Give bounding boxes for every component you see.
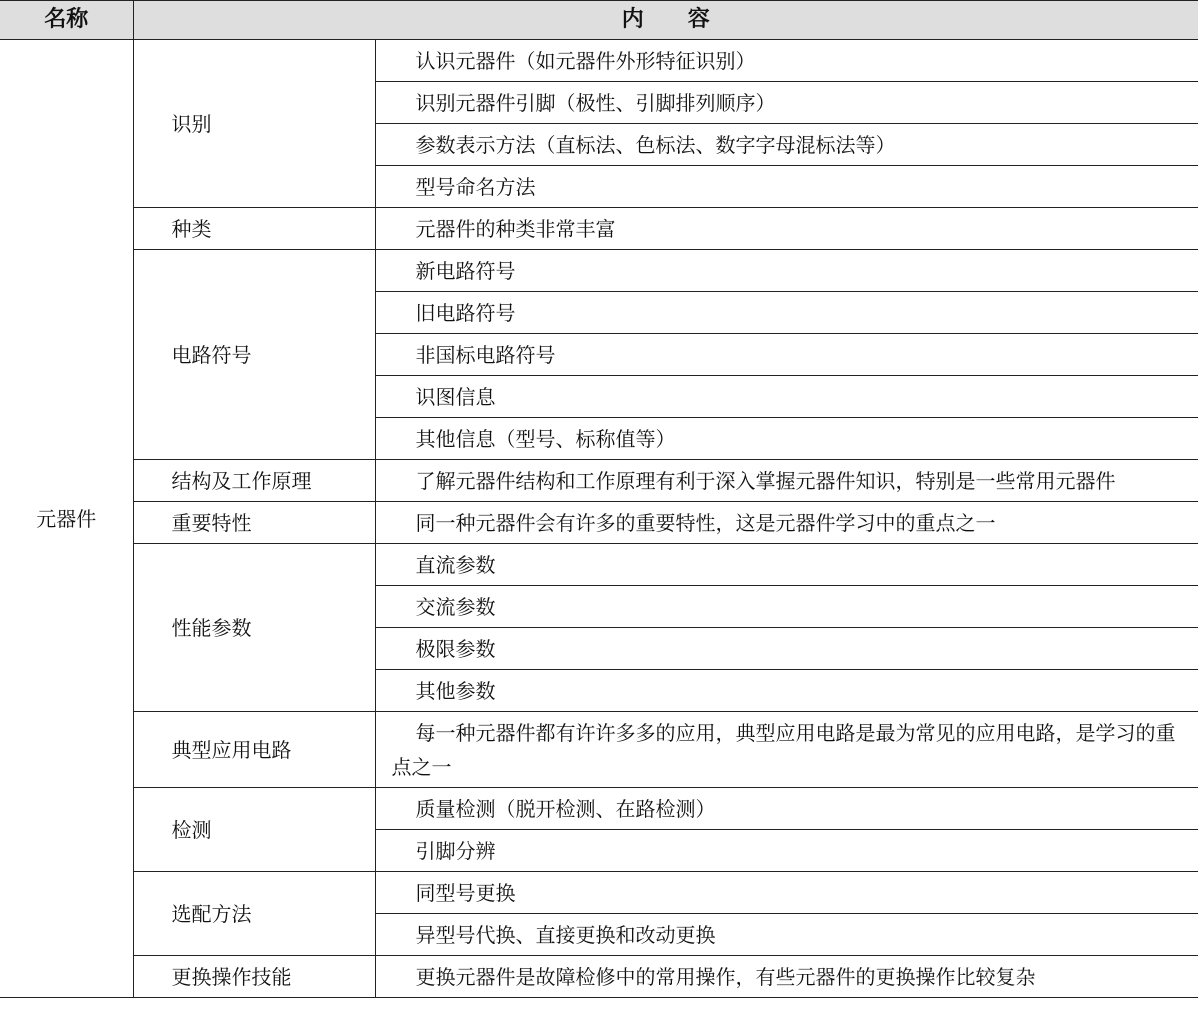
content-cell: 质量检测（脱开检测、在路检测）: [375, 788, 1198, 830]
content-cell: 同一种元器件会有许多的重要特性，这是元器件学习中的重点之一: [375, 502, 1198, 544]
table-row: [0, 544, 1198, 586]
category-cell: 结构及工作原理: [133, 460, 375, 502]
content-cell: 识别元器件引脚（极性、引脚排列顺序）: [375, 82, 1198, 124]
content-cell: 非国标电路符号: [375, 334, 1198, 376]
table-row: [0, 956, 1198, 998]
category-cell: 电路符号: [133, 250, 375, 460]
category-cell: 重要特性: [133, 502, 375, 544]
group-name: 元器件: [0, 40, 133, 998]
content-cell: 旧电路符号: [375, 292, 1198, 334]
content-cell: 其他参数: [375, 670, 1198, 712]
category-cell: 识别: [133, 40, 375, 208]
content-cell: 交流参数: [375, 586, 1198, 628]
content-cell: 参数表示方法（直标法、色标法、数字字母混标法等）: [375, 124, 1198, 166]
table-row: [0, 502, 1198, 544]
table-row: [0, 788, 1198, 830]
table-row: [0, 40, 1198, 82]
table-row: [0, 460, 1198, 502]
category-cell: 性能参数: [133, 544, 375, 712]
content-cell: 引脚分辨: [375, 830, 1198, 872]
content-cell: 异型号代换、直接更换和改动更换: [375, 914, 1198, 956]
table-row: [0, 872, 1198, 914]
table-row: [0, 250, 1198, 292]
content-cell: 元器件的种类非常丰富: [375, 208, 1198, 250]
content-cell: 认识元器件（如元器件外形特征识别）: [375, 40, 1198, 82]
content-cell: 新电路符号: [375, 250, 1198, 292]
content-cell: 更换元器件是故障检修中的常用操作，有些元器件的更换操作比较复杂: [375, 956, 1198, 998]
table-row: [0, 208, 1198, 250]
category-cell: 选配方法: [133, 872, 375, 956]
content-cell: 识图信息: [375, 376, 1198, 418]
category-cell: 典型应用电路: [133, 712, 375, 788]
content-cell: 每一种元器件都有许许多多的应用，典型应用电路是最为常见的应用电路，是学习的重点之一: [375, 712, 1198, 788]
content-cell: 其他信息（型号、标称值等）: [375, 418, 1198, 460]
header-name: 名称: [0, 1, 133, 40]
content-cell: 型号命名方法: [375, 166, 1198, 208]
category-cell: 检测: [133, 788, 375, 872]
category-cell: 更换操作技能: [133, 956, 375, 998]
content-cell: 了解元器件结构和工作原理有利于深入掌握元器件知识，特别是一些常用元器件: [375, 460, 1198, 502]
content-cell: 极限参数: [375, 628, 1198, 670]
content-cell: 同型号更换: [375, 872, 1198, 914]
header-row: [0, 1, 1198, 40]
content-cell: 直流参数: [375, 544, 1198, 586]
table-row: [0, 712, 1198, 788]
header-content: 内 容: [133, 1, 1198, 40]
category-cell: 种类: [133, 208, 375, 250]
